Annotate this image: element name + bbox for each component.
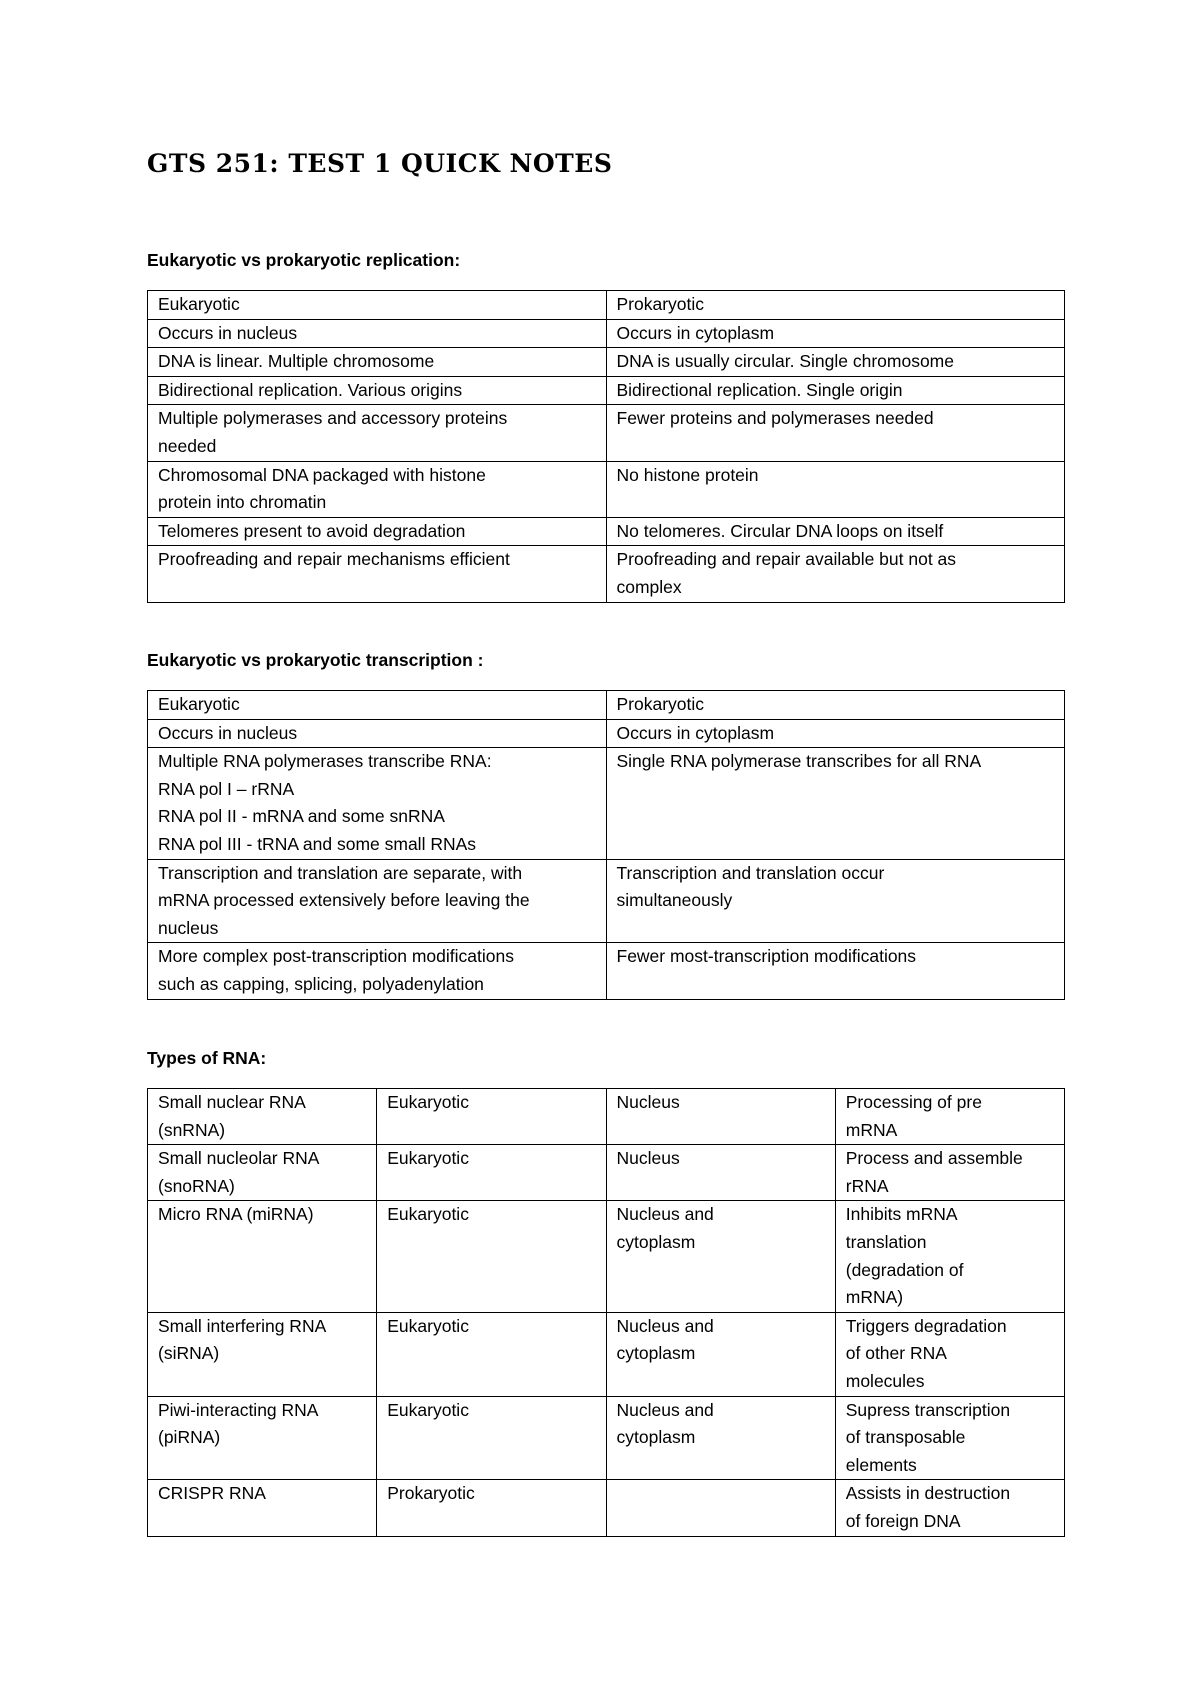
- table-row: [148, 517, 1065, 546]
- page-title: GTS 251: TEST 1 QUICK NOTES: [147, 149, 613, 178]
- table-row: [148, 405, 1065, 461]
- table-cell: Prokaryotic: [377, 1480, 606, 1536]
- table-cell: Transcription and translation occur simultaneously: [606, 859, 1065, 943]
- table-row: [148, 291, 1065, 320]
- table-cell: Fewer most-transcription modifications: [606, 943, 1065, 999]
- table-cell: Eukaryotic: [148, 691, 607, 720]
- table-cell: Nucleus: [606, 1145, 835, 1201]
- table-cell: Inhibits mRNA translation (degradation of mRNA): [835, 1201, 1064, 1312]
- table-cell: Eukaryotic: [377, 1145, 606, 1201]
- table-cell: Single RNA polymerase transcribes for all RNA: [606, 748, 1065, 859]
- table-row: [148, 1480, 1065, 1536]
- transcription-table: [147, 690, 1065, 1000]
- replication-heading: Eukaryotic vs prokaryotic replication:: [147, 250, 461, 270]
- table-row: [148, 943, 1065, 999]
- table-cell: Processing of pre mRNA: [835, 1089, 1064, 1145]
- table-cell: Multiple polymerases and accessory proteins needed: [148, 405, 607, 461]
- table-cell: No histone protein: [606, 461, 1065, 517]
- table-cell: Supress transcription of transposable elements: [835, 1396, 1064, 1480]
- table-cell: Small nucleolar RNA (snoRNA): [148, 1145, 377, 1201]
- table-cell: More complex post-transcription modifications such as capping, splicing, polyadenylation: [148, 943, 607, 999]
- table-cell: No telomeres. Circular DNA loops on itself: [606, 517, 1065, 546]
- table-cell: Process and assemble rRNA: [835, 1145, 1064, 1201]
- table-cell: Nucleus and cytoplasm: [606, 1396, 835, 1480]
- table-row: [148, 748, 1065, 859]
- replication-table: [147, 290, 1065, 603]
- table-cell: Eukaryotic: [377, 1312, 606, 1396]
- table-cell: Nucleus and cytoplasm: [606, 1312, 835, 1396]
- table-row: [148, 859, 1065, 943]
- table-cell: Triggers degradation of other RNA molecules: [835, 1312, 1064, 1396]
- table-cell: Eukaryotic: [377, 1089, 606, 1145]
- table-row: [148, 376, 1065, 405]
- table-cell: Micro RNA (miRNA): [148, 1201, 377, 1312]
- table-row: [148, 691, 1065, 720]
- table-row: [148, 461, 1065, 517]
- table-row: [148, 1089, 1065, 1145]
- table-cell: [606, 1480, 835, 1536]
- table-row: [148, 1201, 1065, 1312]
- table-cell: Proofreading and repair available but not as complex: [606, 546, 1065, 602]
- table-row: [148, 319, 1065, 348]
- table-cell: Small nuclear RNA (snRNA): [148, 1089, 377, 1145]
- table-cell: Assists in destruction of foreign DNA: [835, 1480, 1064, 1536]
- table-row: [148, 546, 1065, 602]
- table-cell: Eukaryotic: [377, 1396, 606, 1480]
- table-row: [148, 1396, 1065, 1480]
- transcription-heading: Eukaryotic vs prokaryotic transcription :: [147, 650, 484, 670]
- table-cell: Transcription and translation are separate, with mRNA processed extensively before leaving the nucleus: [148, 859, 607, 943]
- table-cell: Nucleus: [606, 1089, 835, 1145]
- table-cell: Occurs in cytoplasm: [606, 719, 1065, 748]
- table-cell: Prokaryotic: [606, 691, 1065, 720]
- table-cell: Bidirectional replication. Single origin: [606, 376, 1065, 405]
- table-cell: Occurs in cytoplasm: [606, 319, 1065, 348]
- table-cell: Small interfering RNA (siRNA): [148, 1312, 377, 1396]
- table-cell: Eukaryotic: [377, 1201, 606, 1312]
- table-cell: Proofreading and repair mechanisms efficient: [148, 546, 607, 602]
- table-cell: Prokaryotic: [606, 291, 1065, 320]
- rna-types-heading: Types of RNA:: [147, 1048, 267, 1068]
- table-cell: Nucleus and cytoplasm: [606, 1201, 835, 1312]
- table-row: [148, 1312, 1065, 1396]
- table-cell: Telomeres present to avoid degradation: [148, 517, 607, 546]
- table-cell: Eukaryotic: [148, 291, 607, 320]
- table-cell: Piwi-interacting RNA (piRNA): [148, 1396, 377, 1480]
- table-cell: DNA is usually circular. Single chromosome: [606, 348, 1065, 377]
- table-cell: Occurs in nucleus: [148, 719, 607, 748]
- table-cell: Chromosomal DNA packaged with histone protein into chromatin: [148, 461, 607, 517]
- table-row: [148, 348, 1065, 377]
- table-cell: Multiple RNA polymerases transcribe RNA: RNA pol I – rRNA RNA pol II - mRNA and some snRNA RNA pol III - tRNA and some small RNAs: [148, 748, 607, 859]
- table-cell: Bidirectional replication. Various origins: [148, 376, 607, 405]
- table-cell: CRISPR RNA: [148, 1480, 377, 1536]
- table-cell: Fewer proteins and polymerases needed: [606, 405, 1065, 461]
- table-cell: Occurs in nucleus: [148, 319, 607, 348]
- table-cell: DNA is linear. Multiple chromosome: [148, 348, 607, 377]
- table-row: [148, 1145, 1065, 1201]
- rna-types-table: [147, 1088, 1065, 1537]
- table-row: [148, 719, 1065, 748]
